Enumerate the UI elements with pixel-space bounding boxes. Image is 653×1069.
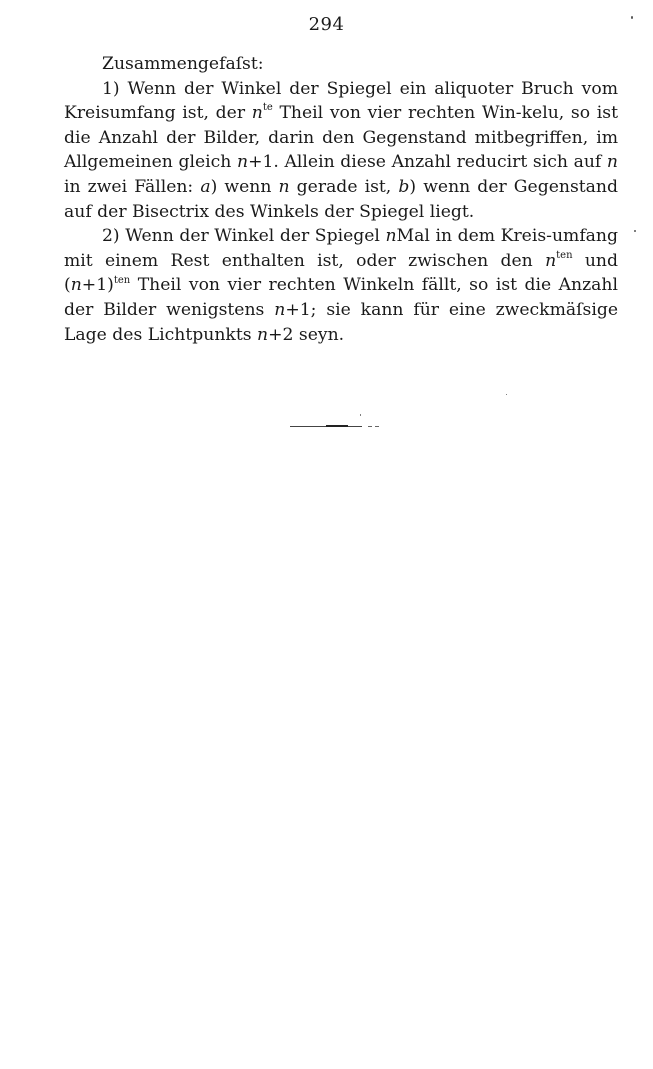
rule-tail-dash-1 [368,426,372,427]
p1-var-n2: n [237,152,249,173]
rule-left-thin [290,426,326,427]
p2-text-6: +1; sie kann für eine zweckmäſsige Lage des Lichtpunkts [64,299,618,345]
rule-right-thin [348,426,362,427]
p1-var-n3: n [606,152,618,173]
p1-text-4: in zwei Fällen: [64,176,201,197]
scan-speck [506,394,507,395]
p2-var-n4: n [274,299,286,320]
p1-superscript: te [262,102,273,114]
p1-text-3: +1. Allein diese Anzahl reducirt sich auf [248,152,607,173]
p1-var-a: a [200,176,211,197]
p2-text-5: Theil von vier rechten Winkeln fällt, so ist die Anzahl der Bilder wenigstens [64,275,618,320]
p1-var-n: n [251,103,263,124]
scan-speck [360,414,361,416]
p2-var-n3: n [70,275,82,296]
p1-var-n4: n [278,176,290,197]
p2-var-n2: n [545,250,557,271]
p1-text-7: ) wenn der Gegenstand auf der Bisectrix des Winkels der Spiegel liegt. [64,176,618,222]
p2-var-n: n [385,226,397,247]
scan-speck [631,16,633,19]
p2-text-1: 2) Wenn der Winkel der Spiegel [102,226,386,247]
p1-text-5: ) wenn [210,176,279,197]
paragraph-1 [64,77,618,225]
p2-superscript-2: ten [113,274,131,286]
p2-superscript-1: ten [556,250,573,262]
p2-text-4: +1) [81,275,114,296]
p2-text-3: und ( [64,250,618,296]
p1-text-2: Theil von vier rechten Win-kelu, so ist die Anzahl der Bilder, darin den Gegenstand mitbegriffen, im Allgemeinen gleich [64,103,618,173]
p2-var-n5: n [257,324,269,345]
scan-speck [634,230,636,232]
p2-text-2: Mal in dem Kreis-umfang mit einem Rest enthalten ist, oder zwischen den [64,226,618,271]
body-text [64,52,618,347]
p1-var-b: b [398,176,410,197]
p1-text-1: 1) Wenn der Winkel der Spiegel ein aliquoter Bruch vom Kreisumfang ist, der [64,78,618,124]
paragraph-2 [64,224,618,347]
p1-text-6: gerade ist, [289,176,399,197]
rule-tail-dash-2 [375,426,379,427]
page-number: 294 [308,14,345,35]
summary-heading: Zusammengefaſst: [102,54,264,74]
p2-text-7: +2 seyn. [268,324,345,345]
rule-center-thick [326,425,348,427]
